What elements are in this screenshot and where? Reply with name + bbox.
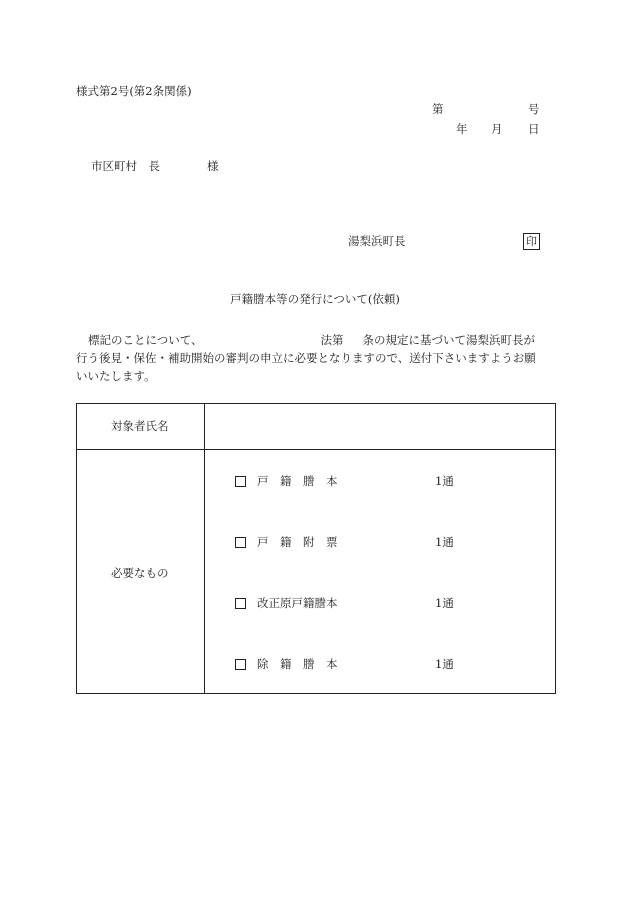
item-quantity: 1通 (435, 535, 454, 549)
body-line-1-b: 法第 (320, 333, 344, 347)
item-label: 戸 籍 附 票 (257, 535, 338, 549)
required-items-label: 必要なもの (111, 566, 169, 580)
item-label: 除 籍 謄 本 (257, 657, 338, 671)
form-number: 様式第2号(第2条関係) (76, 84, 192, 98)
checkbox-icon[interactable] (235, 476, 246, 487)
addressee-honorific: 様 (207, 159, 219, 173)
item-label: 改正原戸籍謄本 (257, 596, 338, 610)
item-quantity: 1通 (435, 657, 454, 671)
table-column-divider (204, 404, 205, 693)
item-label: 戸 籍 謄 本 (257, 474, 338, 488)
date-year-label: 年 (456, 122, 468, 136)
document-title: 戸籍謄本等の発行について(依頼) (230, 292, 400, 306)
body-line-1-a: 標記のことについて、 (88, 333, 203, 347)
request-table (76, 403, 556, 694)
body-line-1-c: 条の規定に基づいて湯梨浜町長が (362, 333, 536, 347)
body-line-3: いいたします。 (76, 369, 156, 383)
checkbox-icon[interactable] (235, 537, 246, 548)
sender-name: 湯梨浜町長 (348, 234, 406, 248)
item-quantity: 1通 (435, 474, 454, 488)
doc-number-suffix: 号 (528, 102, 540, 116)
doc-number-prefix: 第 (432, 102, 444, 116)
table-row-divider (77, 449, 555, 450)
addressee-label: 市区町村 長 (91, 159, 160, 173)
date-month-label: 月 (491, 122, 503, 136)
body-line-2: 行う後見・保佐・補助開始の審判の申立に必要となりますので、送付下さいますようお願 (76, 351, 536, 365)
body-line-1 (76, 331, 556, 349)
target-name-label: 対象者氏名 (111, 419, 169, 433)
seal-mark: 印 (523, 233, 540, 250)
checkbox-icon[interactable] (235, 659, 246, 670)
date-day-label: 日 (528, 122, 540, 136)
body-text (76, 331, 556, 385)
item-quantity: 1通 (435, 596, 454, 610)
checkbox-icon[interactable] (235, 598, 246, 609)
